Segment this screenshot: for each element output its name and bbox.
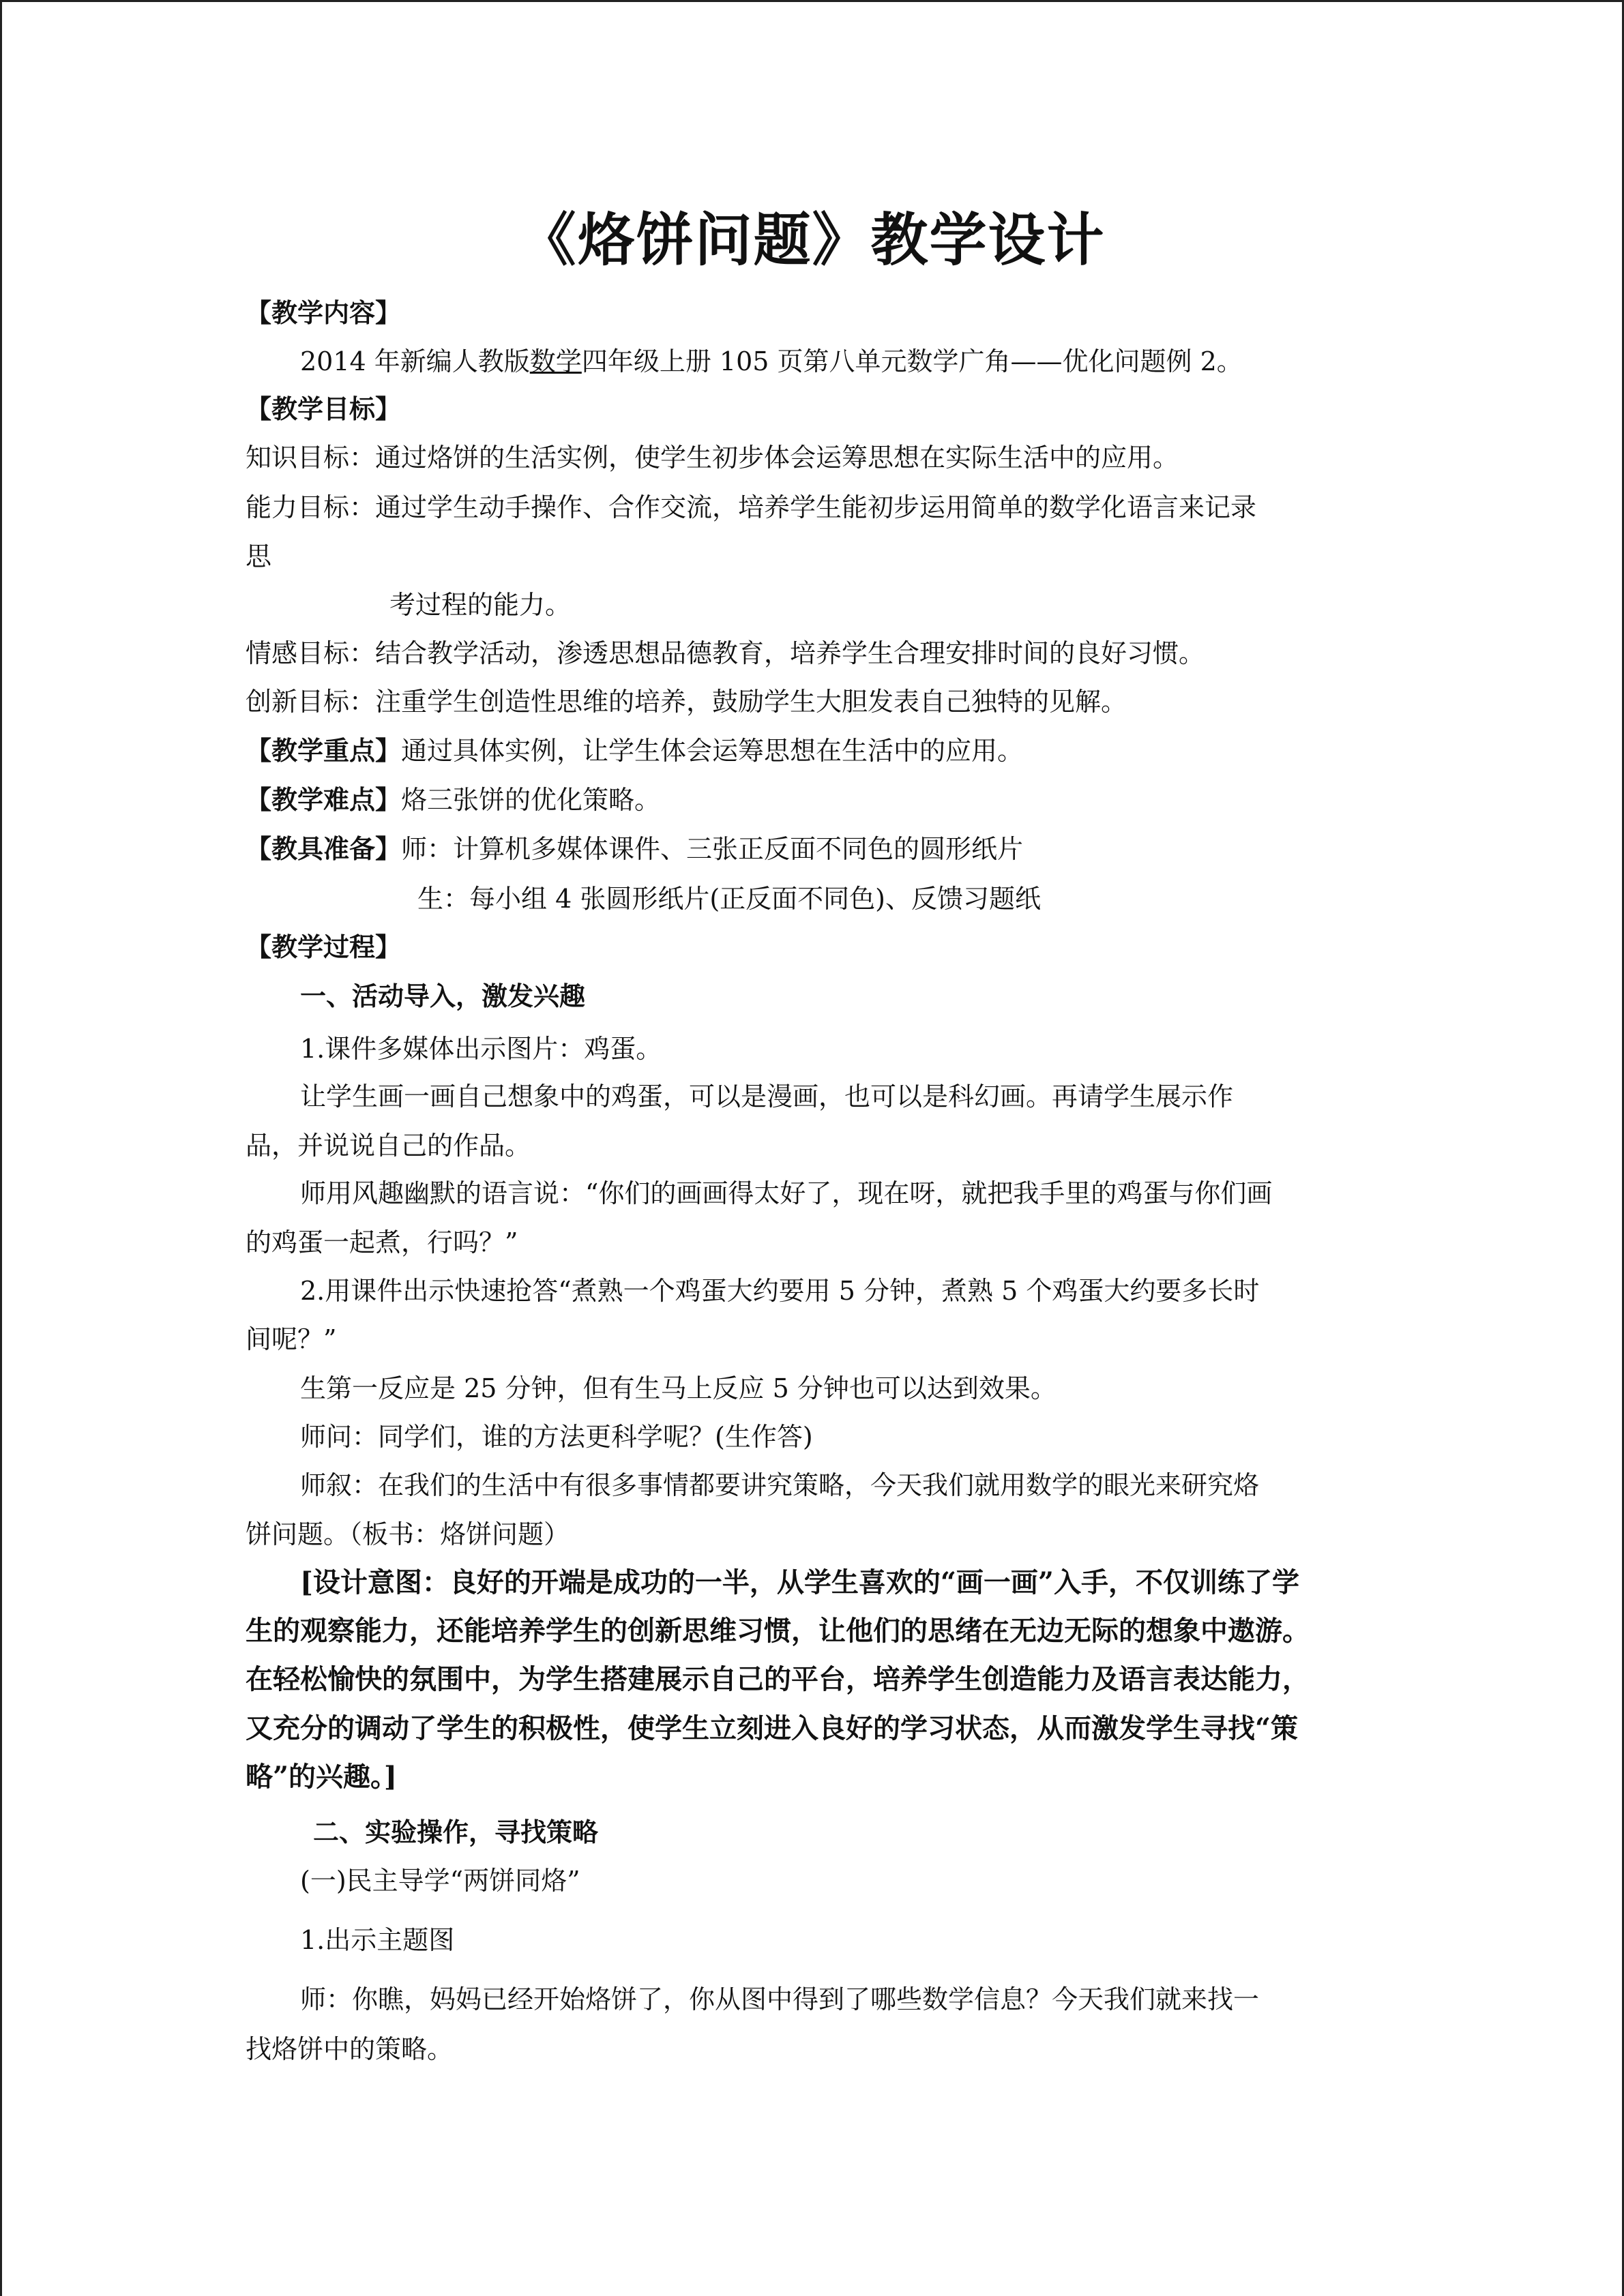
section2-sub1: (一)民主导学“两饼同烙” (300, 1866, 580, 1896)
section1-p1: 1.课件多媒体出示图片：鸡蛋。 (300, 1034, 662, 1064)
section1-p4-line2: 间呢？” (246, 1324, 337, 1354)
section1-p4-line1: 2.用课件出示快速抢答“煮熟一个鸡蛋大约要用 5 分钟，煮熟 5 个鸡蛋大约要多长时 (300, 1276, 1260, 1306)
materials-label: 【教具准备】 (246, 833, 402, 864)
section2-title: 二、实验操作，寻找策略 (313, 1817, 599, 1847)
materials (246, 833, 1023, 865)
page-left-border (0, 0, 2, 2296)
section1-p6: 师问：同学们，谁的方法更科学呢？(生作答) (300, 1422, 813, 1452)
content-text (300, 346, 1243, 377)
math-link[interactable]: 数学 (529, 346, 582, 376)
design-intent-line3: 在轻松愉快的氛围中，为学生搭建展示自己的平台，培养学生创造能力及语言表达能力， (246, 1663, 1310, 1695)
design-intent-line1: [设计意图：良好的开端是成功的一半，从学生喜欢的“画一画”入手，不仅训练了学 (300, 1566, 1299, 1598)
section2-p1: 1.出示主题图 (300, 1925, 455, 1955)
ability-goal-line3: 考过程的能力。 (389, 590, 572, 620)
content-text-post: 四年级上册 105 页第八单元数学广角——优化问题例 2。 (581, 346, 1243, 376)
difficulty-text: 烙三张饼的优化策略。 (401, 785, 661, 815)
section2-p2-line1: 师：你瞧，妈妈已经开始烙饼了，你从图中得到了哪些数学信息？今天我们就来找一 (300, 1984, 1260, 2014)
section1-p5: 生第一反应是 25 分钟，但有生马上反应 5 分钟也可以达到效果。 (300, 1373, 1057, 1403)
content-text-pre: 2014 年新编人教版 (300, 346, 530, 376)
key-point-text: 通过具体实例，让学生体会运筹思想在生活中的应用。 (401, 736, 1024, 766)
section1-p7-line2: 饼问题。（板书：烙饼问题） (246, 1519, 570, 1549)
ability-goal-line2: 思 (246, 541, 272, 571)
document-title: 《烙饼问题》教学设计 (518, 206, 1106, 273)
section2-p2-line2: 找烙饼中的策略。 (246, 2034, 454, 2064)
section1-p2-line1: 让学生画一画自己想象中的鸡蛋，可以是漫画，也可以是科幻画。再请学生展示作 (300, 1082, 1234, 1112)
emotion-goal: 情感目标：结合教学活动，渗透思想品德教育，培养学生合理安排时间的良好习惯。 (246, 638, 1205, 668)
materials-teacher: 师：计算机多媒体课件、三张正反面不同色的圆形纸片 (401, 834, 1024, 864)
section1-p2-line2: 品，并说说自己的作品。 (246, 1131, 531, 1161)
section1-title: 一、活动导入，激发兴趣 (300, 981, 586, 1011)
goals-heading: 【教学目标】 (246, 393, 402, 424)
innovation-goal: 创新目标：注重学生创造性思维的培养，鼓励学生大胆发表自己独特的见解。 (246, 687, 1127, 717)
difficulty-label: 【教学难点】 (246, 784, 402, 815)
section1-p3-line1: 师用风趣幽默的语言说：“你们的画画得太好了，现在呀，就把我手里的鸡蛋与你们画 (300, 1178, 1273, 1208)
section1-p3-line2: 的鸡蛋一起煮，行吗？” (246, 1227, 518, 1257)
content-heading: 【教学内容】 (246, 297, 402, 328)
knowledge-goal: 知识目标：通过烙饼的生活实例，使学生初步体会运筹思想在实际生活中的应用。 (246, 443, 1179, 473)
key-point-label: 【教学重点】 (246, 735, 402, 766)
difficulty (246, 784, 660, 816)
page-top-border (0, 0, 1624, 2)
design-intent-line2: 生的观察能力，还能培养学生的创新思维习惯，让他们的思绪在无边无际的想象中遨游。 (246, 1615, 1310, 1647)
materials-student: 生：每小组 4 张圆形纸片(正反面不同色)、反馈习题纸 (417, 884, 1041, 914)
process-heading: 【教学过程】 (246, 931, 402, 962)
section1-p7-line1: 师叙：在我们的生活中有很多事情都要讲究策略，今天我们就用数学的眼光来研究烙 (300, 1470, 1260, 1500)
key-point (246, 735, 1023, 766)
design-intent-line4: 又充分的调动了学生的积极性，使学生立刻进入良好的学习状态，从而激发学生寻找“策 (246, 1712, 1299, 1744)
design-intent-line5: 略”的兴趣。] (246, 1761, 397, 1793)
ability-goal-line1: 能力目标：通过学生动手操作、合作交流，培养学生能初步运用简单的数学化语言来记录 (246, 492, 1257, 522)
